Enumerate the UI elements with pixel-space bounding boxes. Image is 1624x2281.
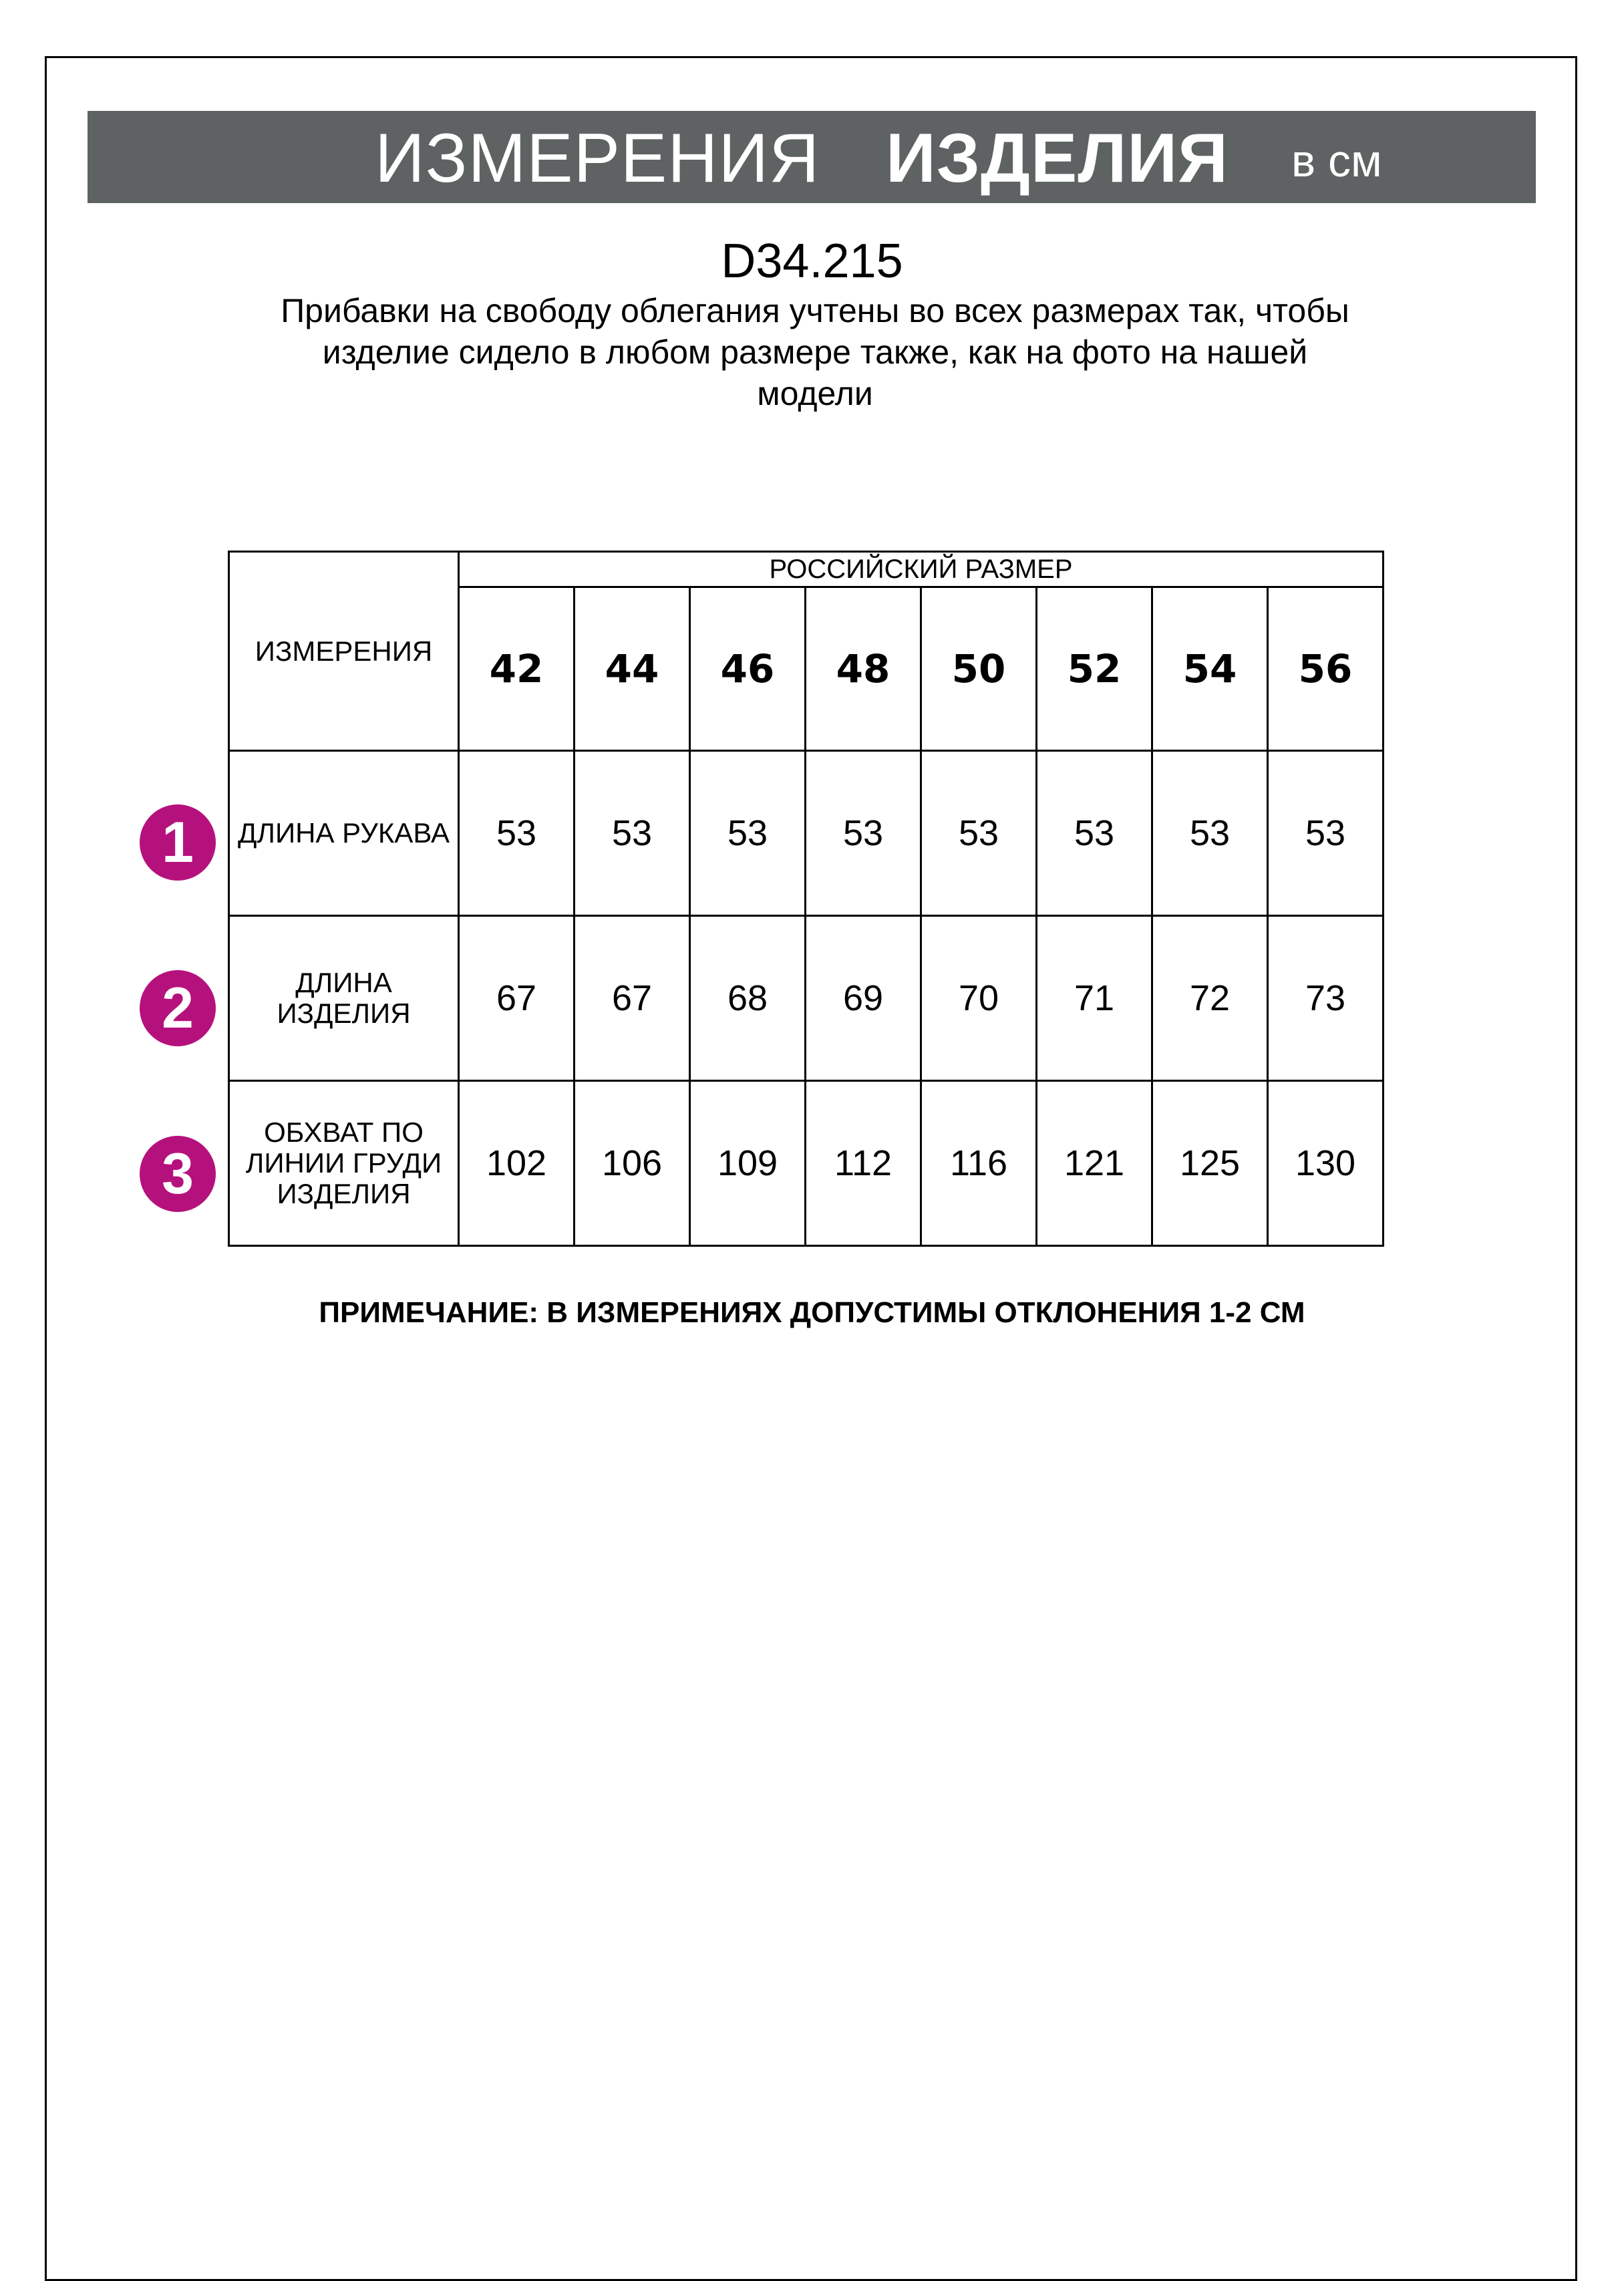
size-table — [228, 551, 1384, 1247]
banner-title-measurements: ИЗМЕРЕНИЯ — [375, 120, 820, 197]
measurement-label-line: ДЛИНА РУКАВА — [237, 817, 450, 849]
measurement-label — [229, 751, 459, 916]
measurement-label-line: ЛИНИИ ГРУДИ — [245, 1147, 442, 1179]
value-cell: 68 — [690, 916, 806, 1081]
table-row — [229, 1081, 1384, 1246]
value-cell: 53 — [1268, 751, 1384, 916]
value-cell: 53 — [806, 751, 921, 916]
measurement-label-line: ИЗДЕЛИЯ — [277, 998, 411, 1029]
size-header-cell: 54 — [1152, 587, 1268, 751]
tolerance-note: ПРИМЕЧАНИЕ: В ИЗМЕРЕНИЯХ ДОПУСТИМЫ ОТКЛОНЕНИЯ 1-2 СМ — [319, 1296, 1305, 1329]
measurement-label — [229, 1081, 459, 1246]
fit-description-line: изделие сидело в любом размере также, как на фото на нашей — [322, 333, 1308, 371]
size-header-cell: 52 — [1037, 587, 1152, 751]
value-cell: 70 — [921, 916, 1037, 1081]
row-badge-3: 3 — [140, 1136, 216, 1212]
value-cell: 53 — [921, 751, 1037, 916]
value-cell: 102 — [459, 1081, 575, 1246]
value-cell: 53 — [1037, 751, 1152, 916]
measurement-label-line: ДЛИНА — [295, 967, 392, 998]
value-cell: 72 — [1152, 916, 1268, 1081]
size-header-cell: 42 — [459, 587, 575, 751]
value-cell: 53 — [690, 751, 806, 916]
value-cell: 53 — [575, 751, 690, 916]
value-cell: 53 — [1152, 751, 1268, 916]
russian-size-header: РОССИЙСКИЙ РАЗМЕР — [459, 552, 1384, 587]
value-cell: 116 — [921, 1081, 1037, 1246]
value-cell: 53 — [459, 751, 575, 916]
value-cell: 106 — [575, 1081, 690, 1246]
row-badge-1: 1 — [140, 804, 216, 881]
value-cell: 67 — [575, 916, 690, 1081]
measurement-label-line: ИЗДЕЛИЯ — [277, 1178, 411, 1209]
fit-description-line: Прибавки на свободу облегания учтены во всех размерах так, чтобы — [281, 292, 1349, 329]
row-badge-2: 2 — [140, 970, 216, 1046]
value-cell: 73 — [1268, 916, 1384, 1081]
value-cell: 130 — [1268, 1081, 1384, 1246]
value-cell: 69 — [806, 916, 921, 1081]
value-cell: 71 — [1037, 916, 1152, 1081]
size-header-cell: 56 — [1268, 587, 1384, 751]
fit-description-line: модели — [757, 375, 873, 412]
value-cell: 125 — [1152, 1081, 1268, 1246]
measurements-header: ИЗМЕРЕНИЯ — [229, 552, 459, 751]
banner-title-product: ИЗДЕЛИЯ — [886, 120, 1229, 197]
value-cell: 109 — [690, 1081, 806, 1246]
table-row — [229, 916, 1384, 1081]
value-cell: 112 — [806, 1081, 921, 1246]
title-banner — [88, 111, 1536, 203]
measurement-label — [229, 916, 459, 1081]
size-header-cell: 46 — [690, 587, 806, 751]
banner-unit: в см — [1291, 136, 1382, 186]
value-cell: 121 — [1037, 1081, 1152, 1246]
product-code: D34.215 — [721, 235, 903, 288]
value-cell: 67 — [459, 916, 575, 1081]
size-header-cell: 48 — [806, 587, 921, 751]
measurement-label-line: ОБХВАТ ПО — [264, 1116, 424, 1148]
table-row — [229, 751, 1384, 916]
size-header-cell: 50 — [921, 587, 1037, 751]
table-header-row — [229, 552, 1384, 587]
fit-description — [220, 290, 1410, 414]
size-header-cell: 44 — [575, 587, 690, 751]
